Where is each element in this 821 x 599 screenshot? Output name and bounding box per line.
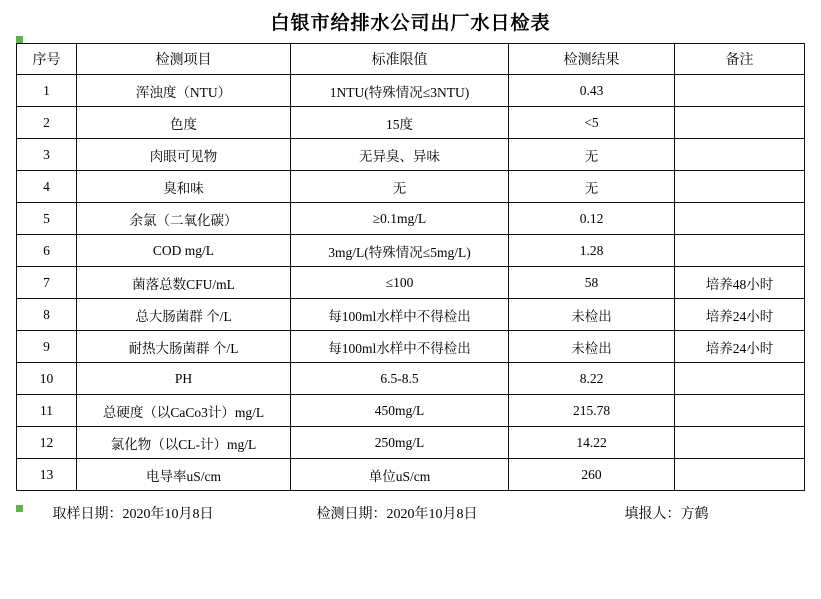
cell-result: 无 — [509, 139, 675, 171]
cell-result: 未检出 — [509, 331, 675, 363]
cell-item: 余氯（二氧化碳） — [77, 203, 291, 235]
cell-item: COD mg/L — [77, 235, 291, 267]
cell-item: 总硬度（以CaCo3计）mg/L — [77, 395, 291, 427]
selection-marker-top-left — [16, 36, 23, 43]
water-quality-table — [16, 43, 805, 491]
cell-item: 氯化物（以CL-计）mg/L — [77, 427, 291, 459]
cell-item: 臭和味 — [77, 171, 291, 203]
cell-remark — [675, 203, 805, 235]
table-row — [17, 235, 805, 267]
cell-item: 色度 — [77, 107, 291, 139]
cell-remark — [675, 363, 805, 395]
cell-result: 8.22 — [509, 363, 675, 395]
cell-no: 9 — [17, 331, 77, 363]
cell-result: 215.78 — [509, 395, 675, 427]
cell-result: 0.43 — [509, 75, 675, 107]
cell-remark: 培养24小时 — [675, 331, 805, 363]
cell-limit: 3mg/L(特殊情况≤5mg/L) — [291, 235, 509, 267]
table-row — [17, 459, 805, 491]
cell-remark — [675, 395, 805, 427]
sampling-date: 取样日期：2020年10月8日 — [52, 507, 214, 522]
table-row — [17, 299, 805, 331]
cell-remark — [675, 459, 805, 491]
cell-no: 1 — [17, 75, 77, 107]
reporter: 填报人：方鹤 — [624, 507, 709, 522]
table-row — [17, 171, 805, 203]
cell-remark — [675, 171, 805, 203]
cell-no: 10 — [17, 363, 77, 395]
column-header-no: 序号 — [17, 44, 77, 75]
table-row — [17, 267, 805, 299]
cell-limit: 450mg/L — [291, 395, 509, 427]
table-row — [17, 107, 805, 139]
cell-remark — [675, 139, 805, 171]
cell-item: 菌落总数CFU/mL — [77, 267, 291, 299]
cell-limit: 250mg/L — [291, 427, 509, 459]
test-date: 检测日期：2020年10月8日 — [316, 507, 478, 522]
cell-no: 13 — [17, 459, 77, 491]
table-row — [17, 139, 805, 171]
table-row — [17, 395, 805, 427]
cell-item: 浑浊度（NTU） — [77, 75, 291, 107]
cell-result: 58 — [509, 267, 675, 299]
cell-limit: ≥0.1mg/L — [291, 203, 509, 235]
cell-limit: 1NTU(特殊情况≤3NTU) — [291, 75, 509, 107]
cell-limit: 无异臭、异味 — [291, 139, 509, 171]
cell-item: 电导率uS/cm — [77, 459, 291, 491]
page-title: 白银市给排水公司出厂水日检表 — [270, 13, 551, 34]
cell-no: 3 — [17, 139, 77, 171]
cell-limit: 单位uS/cm — [291, 459, 509, 491]
cell-item: 肉眼可见物 — [77, 139, 291, 171]
cell-result: <5 — [509, 107, 675, 139]
column-header-remark: 备注 — [675, 44, 805, 75]
cell-limit: 每100ml水样中不得检出 — [291, 331, 509, 363]
cell-result: 1.28 — [509, 235, 675, 267]
cell-limit: 6.5-8.5 — [291, 363, 509, 395]
cell-remark: 培养24小时 — [675, 299, 805, 331]
table-row — [17, 75, 805, 107]
cell-no: 11 — [17, 395, 77, 427]
cell-remark — [675, 427, 805, 459]
column-header-item: 检测项目 — [77, 44, 291, 75]
cell-result: 14.22 — [509, 427, 675, 459]
cell-no: 2 — [17, 107, 77, 139]
cell-remark — [675, 75, 805, 107]
cell-no: 12 — [17, 427, 77, 459]
footer — [17, 503, 805, 523]
cell-result: 260 — [509, 459, 675, 491]
table-row — [17, 427, 805, 459]
cell-item: 耐热大肠菌群 个/L — [77, 331, 291, 363]
cell-limit: 无 — [291, 171, 509, 203]
cell-remark: 培养48小时 — [675, 267, 805, 299]
table-row — [17, 331, 805, 363]
cell-no: 5 — [17, 203, 77, 235]
cell-remark — [675, 235, 805, 267]
selection-marker-bottom-left — [16, 505, 23, 512]
cell-result: 0.12 — [509, 203, 675, 235]
table-row — [17, 203, 805, 235]
column-header-result: 检测结果 — [509, 44, 675, 75]
table-row — [17, 363, 805, 395]
cell-limit: ≤100 — [291, 267, 509, 299]
cell-no: 4 — [17, 171, 77, 203]
cell-remark — [675, 107, 805, 139]
column-header-limit: 标准限值 — [291, 44, 509, 75]
cell-result: 未检出 — [509, 299, 675, 331]
cell-item: PH — [77, 363, 291, 395]
cell-no: 6 — [17, 235, 77, 267]
cell-no: 8 — [17, 299, 77, 331]
cell-limit: 每100ml水样中不得检出 — [291, 299, 509, 331]
table-header-row — [17, 44, 805, 75]
cell-no: 7 — [17, 267, 77, 299]
cell-result: 无 — [509, 171, 675, 203]
cell-item: 总大肠菌群 个/L — [77, 299, 291, 331]
cell-limit: 15度 — [291, 107, 509, 139]
